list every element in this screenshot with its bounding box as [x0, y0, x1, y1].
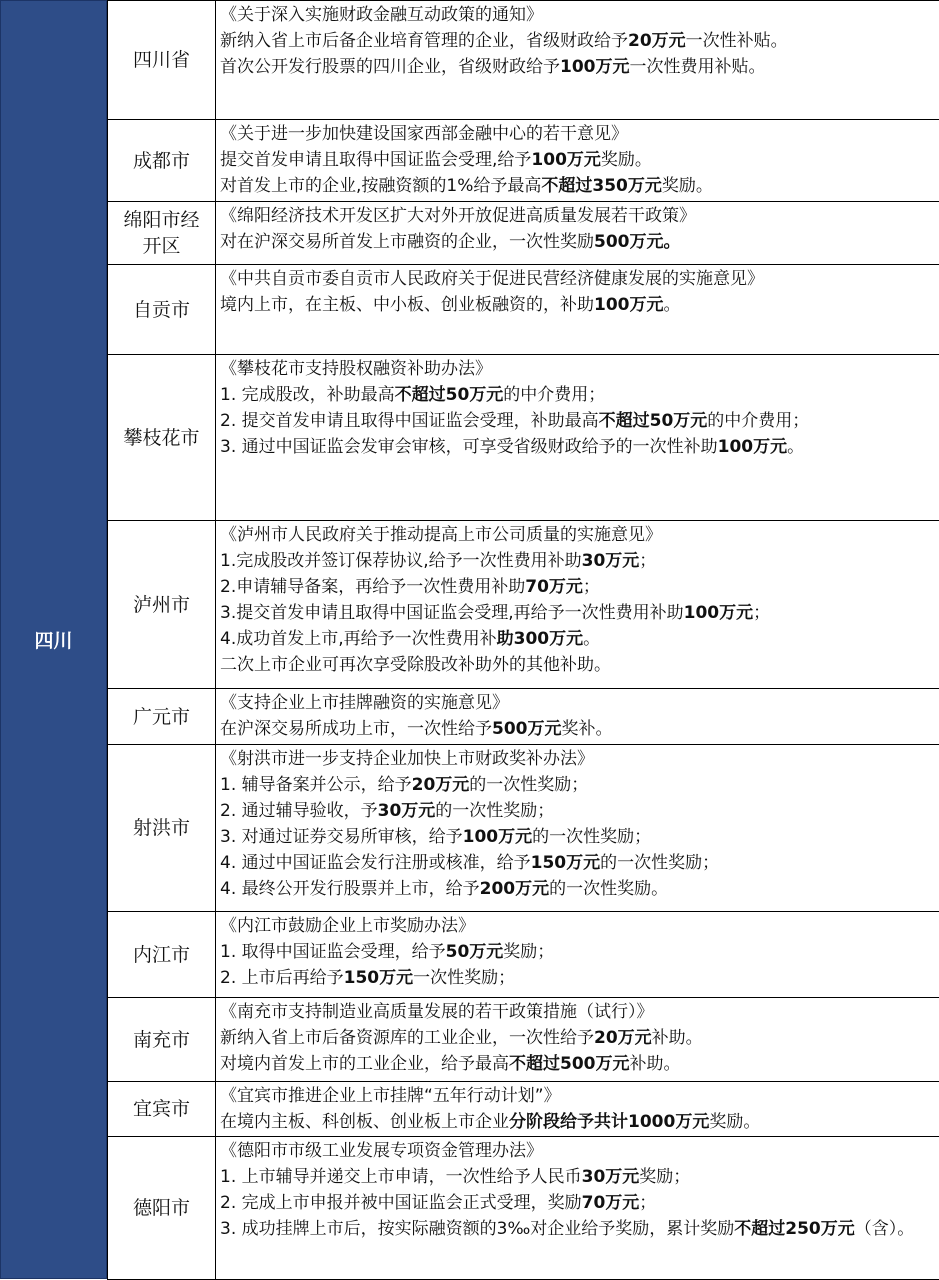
policy-line — [220, 876, 935, 902]
policy-text: 一次性补贴。 — [686, 31, 788, 51]
policy-text: 一次性奖励； — [413, 968, 515, 988]
policy-text: 2. 完成上市申报并被中国证监会正式受理，奖励 — [220, 1193, 582, 1213]
policy-title — [220, 913, 935, 939]
policy-text: 奖励； — [503, 942, 554, 962]
table-row — [108, 355, 939, 521]
amount-highlight: 70万元 — [525, 577, 583, 597]
policy-line — [220, 652, 935, 678]
policy-cell — [216, 521, 939, 689]
city-name-text: 内江市 — [108, 942, 215, 968]
policy-text: 4.成功首发上市,再给予一次性费用补 — [220, 629, 497, 649]
amount-highlight: 不超过500万元 — [509, 1054, 630, 1074]
table-row — [108, 521, 939, 689]
policy-text: 4. 最终公开发行股票并上市，给予 — [220, 879, 480, 899]
amount-highlight: 150万元 — [344, 968, 414, 988]
policy-text: 奖励。 — [601, 150, 652, 170]
policy-cell — [216, 998, 939, 1082]
policy-text: 《攀枝花市支持股权融资补助办法》 — [220, 359, 492, 379]
policy-text: 1. 取得中国证监会受理，给予 — [220, 942, 446, 962]
amount-highlight: 100万元 — [718, 437, 788, 457]
amount-highlight: 20万元 — [628, 31, 686, 51]
policy-cell — [216, 1082, 939, 1137]
policy-line — [220, 850, 935, 876]
policy-text: ； — [639, 1193, 656, 1213]
policy-text: 《泸州市人民政府关于推动提高上市公司质量的实施意见》 — [220, 525, 662, 545]
policy-text: 对境内首发上市的工业企业，给予最高 — [220, 1054, 509, 1074]
policy-text: 对在沪深交易所首发上市融资的企业，一次性奖励 — [220, 232, 594, 252]
amount-highlight: 70万元 — [582, 1193, 640, 1213]
amount-highlight: 不超过350万元 — [541, 176, 662, 196]
policy-cell — [216, 120, 939, 202]
city-name — [108, 202, 216, 265]
table-row — [108, 998, 939, 1082]
city-name-text: 宜宾市 — [108, 1096, 215, 1122]
city-name — [108, 689, 216, 745]
policy-text: 在沪深交易所成功上市，一次性给予 — [220, 719, 492, 739]
policy-text: 《内江市鼓励企业上市奖励办法》 — [220, 916, 475, 936]
policy-text: 的一次性奖励； — [532, 827, 651, 847]
policy-title — [220, 356, 935, 382]
city-name-text: 四川省 — [108, 47, 215, 73]
policy-text: 新纳入省上市后备资源库的工业企业，一次性给予 — [220, 1028, 594, 1048]
policy-title — [220, 2, 935, 28]
policy-line — [220, 1164, 935, 1190]
amount-highlight: 100万元 — [594, 295, 664, 315]
policy-line — [220, 574, 935, 600]
amount-highlight: 30万元 — [582, 551, 640, 571]
policy-text: 境内上市，在主板、中小板、创业板融资的，补助 — [220, 295, 594, 315]
policy-line — [220, 600, 935, 626]
table-row — [108, 202, 939, 265]
policy-text: 在境内主板、科创板、创业板上市企业 — [220, 1112, 509, 1132]
amount-highlight: 100万元 — [531, 150, 601, 170]
policy-text: 1. 辅导备案并公示，给予 — [220, 775, 412, 795]
policy-title — [220, 266, 935, 292]
city-name-text: 成都市 — [108, 148, 215, 174]
policy-line — [220, 772, 935, 798]
city-name — [108, 355, 216, 521]
policy-cell — [216, 202, 939, 265]
policy-title — [220, 746, 935, 772]
amount-highlight: 20万元 — [412, 775, 470, 795]
policy-text: 《宜宾市推进企业上市挂牌“五年行动计划”》 — [220, 1086, 561, 1106]
policy-text: 《关于进一步加快建设国家西部金融中心的若干意见》 — [220, 124, 628, 144]
policy-cell — [216, 745, 939, 912]
city-name-text: 广元市 — [108, 704, 215, 730]
policy-line — [220, 147, 935, 173]
amount-highlight: 30万元 — [378, 801, 436, 821]
policy-line — [220, 965, 935, 991]
policy-text: （含）。 — [855, 1219, 915, 1239]
policy-text: 补助。 — [630, 1054, 681, 1074]
amount-highlight: 200万元 — [480, 879, 550, 899]
policy-table — [107, 0, 939, 1280]
amount-highlight: 50万元 — [446, 942, 504, 962]
table-row — [108, 1137, 939, 1280]
policy-text: 《关于深入实施财政金融互动政策的通知》 — [220, 5, 543, 25]
policy-text: 3.提交首发申请且取得中国证监会受理,再给予一次性费用补助 — [220, 603, 684, 623]
policy-text: 2. 上市后再给予 — [220, 968, 344, 988]
policy-cell — [216, 689, 939, 745]
amount-highlight: 500万元。 — [594, 232, 681, 252]
policy-cell — [216, 355, 939, 521]
policy-line — [220, 229, 935, 255]
policy-text: 《中共自贡市委自贡市人民政府关于促进民营经济健康发展的实施意见》 — [220, 269, 764, 289]
policy-text: 奖励。 — [709, 1112, 760, 1132]
city-name — [108, 265, 216, 355]
policy-cell — [216, 1, 939, 120]
policy-title — [220, 203, 935, 229]
policy-line — [220, 626, 935, 652]
policy-line — [220, 434, 935, 460]
policy-text: 对首发上市的企业,按融资额的1%给予最高 — [220, 176, 541, 196]
policy-text: 。 — [787, 437, 804, 457]
amount-highlight: 30万元 — [582, 1167, 640, 1187]
city-name-text: 绵阳市经开区 — [122, 207, 202, 259]
policy-line — [220, 54, 935, 80]
policy-line — [220, 824, 935, 850]
policy-text: 的中介费用； — [503, 385, 605, 405]
city-name — [108, 1, 216, 120]
city-name-text: 攀枝花市 — [108, 425, 215, 451]
table-row — [108, 912, 939, 998]
city-name — [108, 745, 216, 912]
amount-highlight: 分阶段给予共计1000万元 — [509, 1112, 709, 1132]
policy-text: 奖补。 — [562, 719, 613, 739]
policy-line — [220, 1025, 935, 1051]
policy-title — [220, 522, 935, 548]
amount-highlight: 不超过250万元 — [734, 1219, 855, 1239]
policy-text: 的一次性奖励。 — [549, 879, 668, 899]
policy-line — [220, 1109, 935, 1135]
policy-line — [220, 382, 935, 408]
policy-line — [220, 408, 935, 434]
amount-highlight: 不超过50万元 — [395, 385, 504, 405]
policy-text: 1. 上市辅导并递交上市申请，一次性给予人民币 — [220, 1167, 582, 1187]
policy-text: 《支持企业上市挂牌融资的实施意见》 — [220, 693, 509, 713]
table-row — [108, 1, 939, 120]
policy-text: 1. 完成股改，补助最高 — [220, 385, 395, 405]
policy-title — [220, 690, 935, 716]
policy-text: 补助。 — [652, 1028, 703, 1048]
amount-highlight: 不超过50万元 — [599, 411, 708, 431]
policy-text: 3. 对通过证券交易所审核，给予 — [220, 827, 463, 847]
policy-line — [220, 1190, 935, 1216]
policy-text: 2. 提交首发申请且取得中国证监会受理，补助最高 — [220, 411, 599, 431]
policy-line — [220, 28, 935, 54]
amount-highlight: 100万元 — [463, 827, 533, 847]
policy-cell — [216, 1137, 939, 1280]
policy-text: 《射洪市进一步支持企业加快上市财政奖补办法》 — [220, 749, 594, 769]
policy-line — [220, 548, 935, 574]
policy-text: 的一次性奖励； — [435, 801, 554, 821]
policy-text: 3. 通过中国证监会发审会审核，可享受省级财政给予的一次性补助 — [220, 437, 718, 457]
policy-title — [220, 121, 935, 147]
policy-line — [220, 716, 935, 742]
policy-title — [220, 1138, 935, 1164]
city-name-text: 泸州市 — [108, 592, 215, 618]
policy-cell — [216, 912, 939, 998]
table-row — [108, 120, 939, 202]
policy-text: 二次上市企业可再次享受除股改补助外的其他补助。 — [220, 655, 611, 675]
policy-text: 的中介费用； — [707, 411, 809, 431]
city-name — [108, 1137, 216, 1280]
policy-text: 4. 通过中国证监会发行注册或核准，给予 — [220, 853, 531, 873]
policy-text: 《南充市支持制造业高质量发展的若干政策措施（试行）》 — [220, 1002, 654, 1022]
policy-line — [220, 939, 935, 965]
amount-highlight: 100万元 — [560, 57, 630, 77]
policy-text: 奖励； — [639, 1167, 690, 1187]
city-name — [108, 912, 216, 998]
policy-text: 1.完成股改并签订保荐协议,给予一次性费用补助 — [220, 551, 582, 571]
policy-text: 首次公开发行股票的四川企业，省级财政给予 — [220, 57, 560, 77]
policy-text: 的一次性奖励； — [469, 775, 588, 795]
policy-line — [220, 798, 935, 824]
policy-text: 。 — [664, 295, 681, 315]
amount-highlight: 100万元 — [684, 603, 754, 623]
city-name — [108, 998, 216, 1082]
policy-text: 2.申请辅导备案，再给予一次性费用补助 — [220, 577, 525, 597]
policy-title — [220, 1083, 935, 1109]
policy-text: 2. 通过辅导验收，予 — [220, 801, 378, 821]
policy-text: 提交首发申请且取得中国证监会受理,给予 — [220, 150, 531, 170]
city-name-text: 射洪市 — [108, 815, 215, 841]
amount-highlight: 150万元 — [531, 853, 601, 873]
province-label: 四川 — [0, 0, 107, 1279]
policy-text: 《德阳市市级工业发展专项资金管理办法》 — [220, 1141, 543, 1161]
policy-text: 《绵阳经济技术开发区扩大对外开放促进高质量发展若干政策》 — [220, 206, 696, 226]
city-name — [108, 1082, 216, 1137]
city-name-text: 德阳市 — [108, 1195, 215, 1221]
policy-cell — [216, 265, 939, 355]
city-name-text: 南充市 — [108, 1027, 215, 1053]
policy-text: 新纳入省上市后备企业培育管理的企业，省级财政给予 — [220, 31, 628, 51]
city-name-text: 自贡市 — [108, 297, 215, 323]
amount-highlight: 助300万元 — [497, 629, 584, 649]
policy-line — [220, 1216, 935, 1242]
policy-line — [220, 292, 935, 318]
policy-text: 。 — [583, 629, 600, 649]
policy-line — [220, 1051, 935, 1077]
amount-highlight: 20万元 — [594, 1028, 652, 1048]
table-row — [108, 265, 939, 355]
table-row — [108, 689, 939, 745]
table-row — [108, 1082, 939, 1137]
policy-text: ； — [639, 551, 656, 571]
policy-text: ； — [583, 577, 600, 597]
policy-title — [220, 999, 935, 1025]
policy-text: 的一次性奖励； — [600, 853, 719, 873]
amount-highlight: 500万元 — [492, 719, 562, 739]
policy-line — [220, 173, 935, 199]
city-name — [108, 521, 216, 689]
table-row — [108, 745, 939, 912]
policy-text: 3. 成功挂牌上市后，按实际融资额的3‰对企业给予奖励，累计奖励 — [220, 1219, 734, 1239]
policy-text: ； — [753, 603, 770, 623]
city-name — [108, 120, 216, 202]
policy-text: 一次性费用补贴。 — [630, 57, 766, 77]
policy-text: 奖励。 — [662, 176, 713, 196]
